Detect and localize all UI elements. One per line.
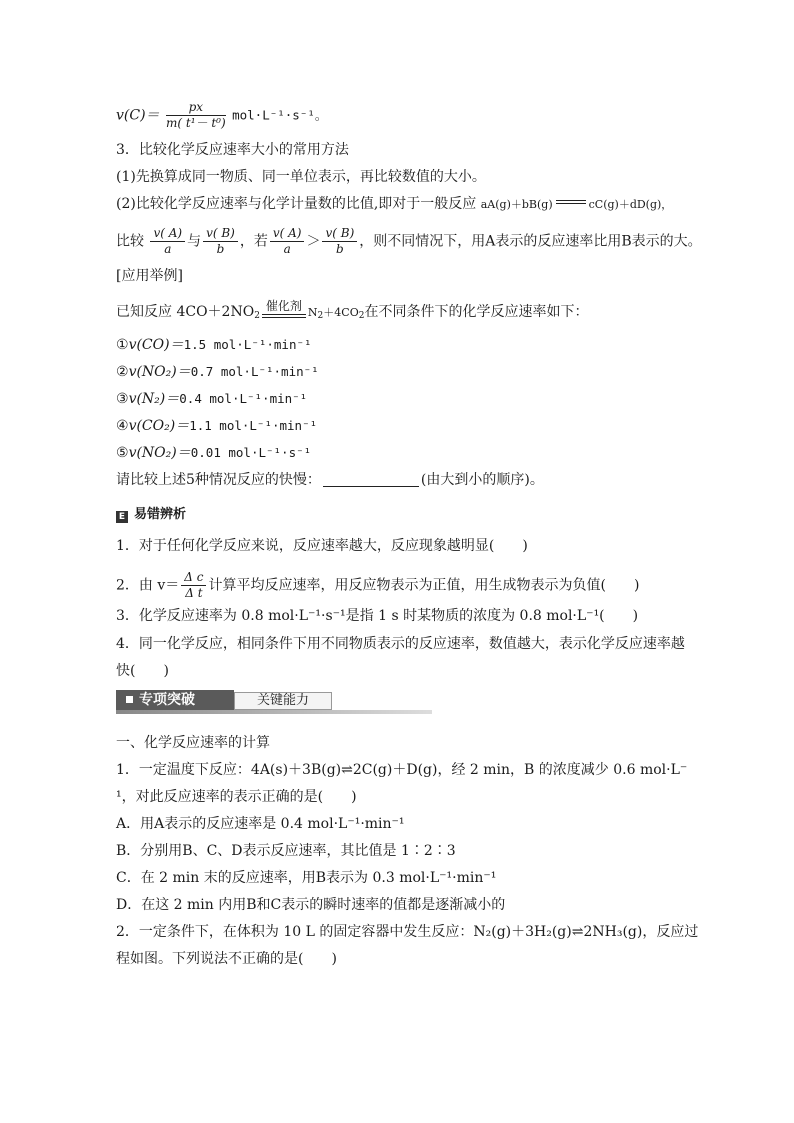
equals-arrow-icon [556,200,586,204]
example-item-species: v(NO₂)＝ [128,445,191,461]
example-item-id: ⑤ [116,445,129,461]
frac-va-a [150,226,185,257]
example-item-value: 1.1 mol·L⁻¹·min⁻¹ [189,418,318,433]
frac-va-den-2: a [283,242,291,256]
section1-q1-line2: ¹，对此反应速率的表示正确的是( ) [116,789,357,805]
method3-p2-text: (2)比较化学反应速率与化学计量数的比值,即对于一般反应 [116,196,477,212]
example-item-id: ② [116,364,129,380]
frac-vb-num-2: v( B) [322,226,357,242]
square-bullet-icon [126,696,133,703]
section1-opt-d: D．在这 2 min 内用B和C表示的瞬时速率的值都是逐渐减小的 [116,897,506,913]
delta-den: Δ t [185,586,203,600]
example-intro-rhs: N [307,306,318,319]
frac-va-a-2 [270,226,305,257]
example-item-species: v(CO)＝ [128,337,184,353]
example-item-species: v(CO₂)＝ [128,418,190,434]
example-item [116,443,311,463]
method3-p3-a: 比较 [116,233,144,250]
error-q2-b: 计算平均反应速率，用反应物表示为正值，用生成物表示为负值( ) [208,577,640,594]
example-item-value: 0.4 mol·L⁻¹·min⁻¹ [179,391,308,406]
error-q4-line1: 4．同一化学反应，相同条件下用不同物质表示的反应速率，数值越大，表示化学反应速率越 [116,636,685,652]
example-intro-lhs: 已知反应 4CO＋2NO [116,304,255,320]
delta-num: Δ c [181,570,206,586]
formula-vc-den: m( t¹－ t⁰) [166,116,226,130]
method3-heading: 3．比较化学反应速率大小的常用方法 [116,142,349,158]
method3-p1: (1)先换算成同一物质、同一单位表示，再比较数值的大小。 [116,169,486,185]
error-q1: 1．对于任何化学反应来说，反应速率越大，反应现象越明显( ) [116,538,528,554]
example-item [116,362,319,382]
method3-p3-gt: ＞ [306,233,321,250]
example-item-id: ④ [116,418,129,434]
method3-p3-with: 与 [187,233,202,250]
frac-vb-b-2 [322,226,357,257]
answer-blank[interactable] [323,472,419,487]
catalyst-bar-icon [262,314,306,318]
error-q4-line2: 快( ) [116,663,169,679]
banner-main [116,690,234,710]
section1-opt-b: B．分别用B、C、D表示反应速率，其比值是 1∶2∶3 [116,843,456,859]
section1-opt-a: A．用A表示的反应速率是 0.4 mol·L⁻¹·min⁻¹ [116,816,405,832]
error-q2-a: 2．由 v＝ [116,577,180,594]
formula-vc [116,100,327,131]
example-item-species: v(N₂)＝ [128,391,180,407]
error-q2 [116,570,639,601]
errors-heading-text: 易错辨析 [134,507,187,522]
method3-p2 [116,194,672,215]
delta-fraction [181,570,206,601]
example-item [116,335,312,355]
example-intro-rest: ＋4CO [323,306,359,319]
banner-main-text: 专项突破 [139,692,195,708]
example-tag: [应用举例] [116,268,183,284]
section1-q2-line2: 程如图。下列说法不正确的是( ) [116,951,337,967]
catalyst-arrow [262,299,306,318]
example-item [116,389,307,409]
section1-heading: 一、化学反应速率的计算 [116,735,270,751]
frac-vb-den: b [216,242,225,256]
example-item-value: 0.01 mol·L⁻¹·s⁻¹ [190,445,312,460]
method3-p3-if: ，若 [239,233,268,250]
example-question-b: (由大到小的顺序)。 [420,472,544,488]
method3-p3-end: ，则不同情况下，用A表示的反应速率比用B表示的大。 [359,233,702,250]
section1-q1-line1: 1．一定温度下反应：4A(s)＋3B(g)⇌2C(g)＋D(g)，经 2 min，B 的浓度减少 0.6 mol·L⁻ [116,762,688,778]
formula-vc-fraction [166,100,226,131]
frac-va-num: v( A) [150,226,185,242]
example-item-id: ③ [116,391,129,407]
example-question-a: 请比较上述5种情况反应的快慢： [116,472,321,488]
example-question [116,470,544,490]
frac-vb-den-2: b [336,242,344,256]
formula-vc-unit: mol·L⁻¹·s⁻¹。 [232,107,328,123]
errors-heading [116,505,186,525]
method3-p3 [116,226,702,257]
frac-vb-num: v( B) [203,226,238,242]
example-item-id: ① [116,337,129,353]
frac-va-num-2: v( A) [270,226,305,242]
banner-rule [116,710,432,714]
error-q3: 3．化学反应速率为 0.8 mol·L⁻¹·s⁻¹是指 1 s 时某物质的浓度为 0.8 mol·L⁻¹( ) [116,608,639,624]
frac-vb-b [203,226,238,257]
banner-sub: 关键能力 [234,692,332,710]
formula-vc-lhs: v(C)＝ [116,107,160,124]
example-item-value: 0.7 mol·L⁻¹·min⁻¹ [190,364,319,379]
example-intro: 已知反应 $4CO+2NO_2$ 催化剂 $N_2+4CO_2$在不同条件下的化学反应速率如下： [116,299,589,321]
example-item-species: v(NO₂)＝ [128,364,191,380]
formula-vc-num: px [166,100,226,116]
example-item-value: 1.5 mol·L⁻¹·min⁻¹ [183,337,312,352]
example-intro-tail: 在不同条件下的化学反应速率如下： [364,304,589,320]
example-item [116,416,317,436]
section1-opt-c: C．在 2 min 末的反应速率，用B表示为 0.3 mol·L⁻¹·min⁻¹ [116,870,497,886]
catalyst-label: 催化剂 [265,299,302,313]
method3-p2-reaction-lhs: aA(g)＋bB(g) [480,198,553,211]
section-banner [116,690,432,712]
method3-p2-reaction-rhs: cC(g)＋dD(g)， [588,198,673,211]
frac-va-den: a [164,242,172,256]
section1-q2-line1: 2．一定条件下，在体积为 10 L 的固定容器中发生反应：N₂(g)＋3H₂(g)⇌2NH₃(g)，反应过 [116,924,699,940]
error-analysis-icon: E [116,511,128,523]
